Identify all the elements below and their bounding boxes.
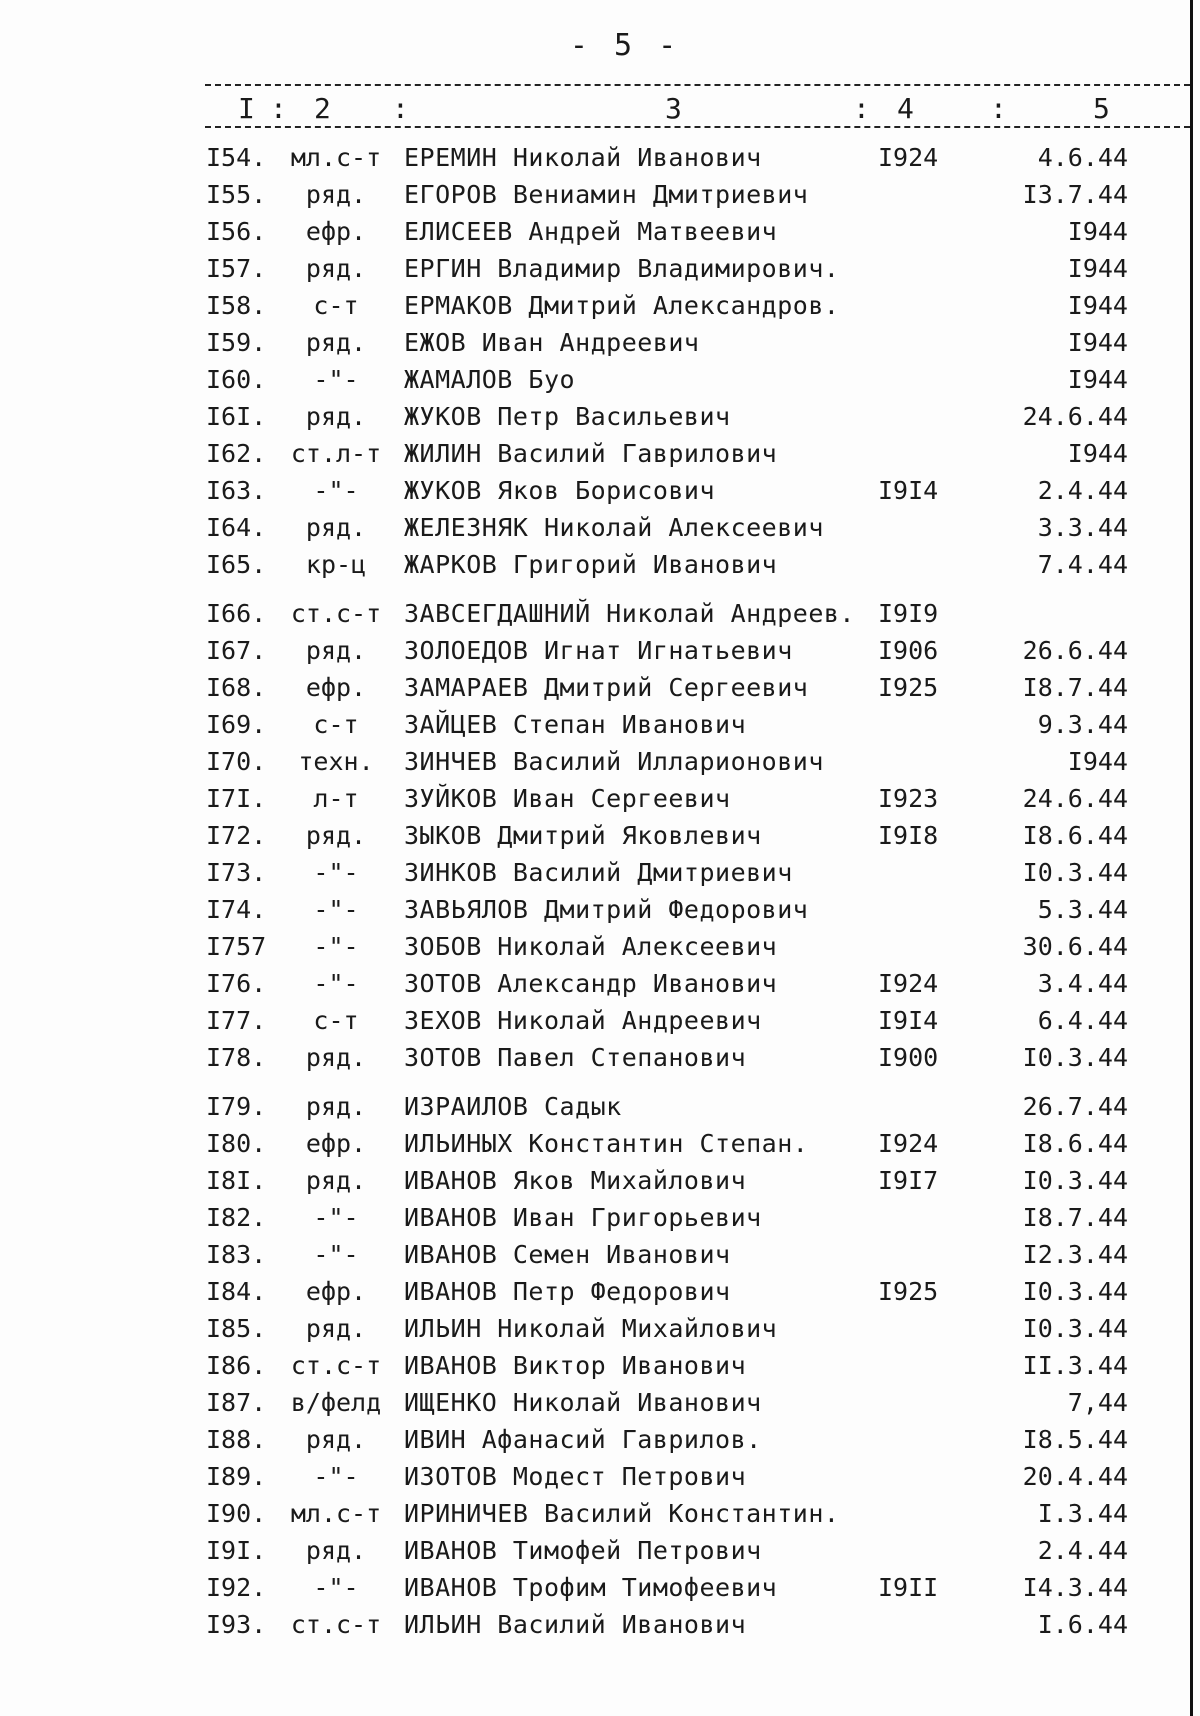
record-number: I8I.: [206, 1166, 267, 1195]
record-date: I8.6.44: [1022, 1129, 1128, 1158]
table-row: [0, 325, 1190, 361]
record-name: ИВАНОВ Семен Иванович: [404, 1240, 731, 1269]
record-name: ЖИЛИН Василий Гаврилович: [404, 439, 778, 468]
table-row: [0, 362, 1190, 398]
record-number: I67.: [206, 636, 267, 665]
column-header-5: 5: [1093, 92, 1110, 125]
record-birth-year: I900: [878, 1043, 939, 1072]
table-row: [0, 1200, 1190, 1236]
table-row: [0, 251, 1190, 287]
table-row: [0, 744, 1190, 780]
table-row: [0, 1348, 1190, 1384]
record-number: I73.: [206, 858, 267, 887]
record-rank: с-т: [313, 710, 359, 739]
record-rank: -"-: [313, 476, 359, 505]
table-row: [0, 1385, 1190, 1421]
record-number: I78.: [206, 1043, 267, 1072]
record-date: I8.6.44: [1022, 821, 1128, 850]
record-date: I2.3.44: [1022, 1240, 1128, 1269]
record-date: 26.6.44: [1022, 636, 1128, 665]
record-number: I86.: [206, 1351, 267, 1380]
record-rank: ряд.: [305, 402, 367, 431]
table-row: [0, 1459, 1190, 1495]
table-row: [0, 855, 1190, 891]
record-rank: техн.: [298, 747, 374, 776]
record-date: 9.3.44: [1037, 710, 1128, 739]
record-name: ЕРЕМИН Николай Иванович: [404, 143, 762, 172]
record-name: ЕРГИН Владимир Владимирович.: [404, 254, 840, 283]
record-name: ИЛЬИН Николай Михайлович: [404, 1314, 778, 1343]
record-date: 24.6.44: [1022, 784, 1128, 813]
record-number: I58.: [206, 291, 267, 320]
table-row: [0, 436, 1190, 472]
column-separator: :: [990, 92, 1007, 125]
record-birth-year: I925: [878, 1277, 939, 1306]
record-number: I63.: [206, 476, 267, 505]
record-number: I77.: [206, 1006, 267, 1035]
record-number: I90.: [206, 1499, 267, 1528]
record-date: I944: [1067, 328, 1128, 357]
record-number: I92.: [206, 1573, 267, 1602]
record-date: I8.7.44: [1022, 673, 1128, 702]
record-birth-year: I9I8: [878, 821, 939, 850]
record-rank: ефр.: [305, 673, 367, 702]
record-rank: ряд.: [305, 513, 367, 542]
record-rank: ряд.: [305, 1314, 367, 1343]
record-name: ЗИНЧЕВ Василий Илларионович: [404, 747, 824, 776]
record-birth-year: I9II: [878, 1573, 939, 1602]
page-right-border: [1190, 0, 1193, 1716]
record-number: I87.: [206, 1388, 267, 1417]
record-number: I60.: [206, 365, 267, 394]
header-top-dashed-rule: [205, 84, 1190, 86]
record-date: I944: [1067, 254, 1128, 283]
column-separator: :: [853, 92, 870, 125]
record-name: ЗЫКОВ Дмитрий Яковлевич: [404, 821, 762, 850]
record-rank: -"-: [313, 932, 359, 961]
record-date: I.3.44: [1037, 1499, 1128, 1528]
record-birth-year: I923: [878, 784, 939, 813]
record-rank: ряд.: [305, 328, 367, 357]
column-header-4: 4: [897, 92, 914, 125]
record-name: ИВАНОВ Иван Григорьевич: [404, 1203, 762, 1232]
record-date: I0.3.44: [1022, 858, 1128, 887]
record-rank: ряд.: [305, 636, 367, 665]
record-date: 20.4.44: [1022, 1462, 1128, 1491]
record-number: I57.: [206, 254, 267, 283]
record-rank: -"-: [313, 1240, 359, 1269]
record-name: ИЛЬИН Василий Иванович: [404, 1610, 747, 1639]
record-name: ЕЖОВ Иван Андреевич: [404, 328, 700, 357]
record-date: 24.6.44: [1022, 402, 1128, 431]
record-date: I944: [1067, 439, 1128, 468]
table-row: [0, 1311, 1190, 1347]
record-date: I4.3.44: [1022, 1573, 1128, 1602]
table-row: [0, 399, 1190, 435]
record-rank: -"-: [313, 1203, 359, 1232]
record-rank: л-т: [313, 784, 359, 813]
record-date: I8.5.44: [1022, 1425, 1128, 1454]
record-number: I82.: [206, 1203, 267, 1232]
record-date: 7.4.44: [1037, 550, 1128, 579]
record-number: I55.: [206, 180, 267, 209]
record-number: I757: [206, 932, 267, 961]
table-row: [0, 1496, 1190, 1532]
table-row: [0, 966, 1190, 1002]
record-number: I69.: [206, 710, 267, 739]
record-date: I944: [1067, 747, 1128, 776]
record-number: I88.: [206, 1425, 267, 1454]
record-rank: -"-: [313, 969, 359, 998]
record-birth-year: I924: [878, 969, 939, 998]
record-name: ЗИНКОВ Василий Дмитриевич: [404, 858, 793, 887]
table-row: [0, 1126, 1190, 1162]
record-birth-year: I906: [878, 636, 939, 665]
record-rank: ряд.: [305, 254, 367, 283]
record-number: I80.: [206, 1129, 267, 1158]
record-rank: ефр.: [305, 217, 367, 246]
column-header-2: 2: [314, 92, 331, 125]
record-name: ЗОБОВ Николай Алексеевич: [404, 932, 778, 961]
record-name: ЗОТОВ Александр Иванович: [404, 969, 778, 998]
record-rank: ряд.: [305, 1425, 367, 1454]
table-row: [0, 1163, 1190, 1199]
record-rank: мл.с-т: [290, 143, 382, 172]
record-date: I.6.44: [1037, 1610, 1128, 1639]
record-name: ИВАНОВ Виктор Иванович: [404, 1351, 747, 1380]
record-rank: ряд.: [305, 1043, 367, 1072]
page-number: - 5 -: [569, 28, 681, 63]
table-row: [0, 781, 1190, 817]
record-name: ИЗОТОВ Модест Петрович: [404, 1462, 747, 1491]
table-row: [0, 1533, 1190, 1569]
table-row: [0, 818, 1190, 854]
record-date: 7,44: [1067, 1388, 1128, 1417]
record-number: I65.: [206, 550, 267, 579]
record-date: 5.3.44: [1037, 895, 1128, 924]
record-name: ЗАВСЕГДАШНИЙ Николай Андреев.: [404, 599, 855, 628]
record-number: I93.: [206, 1610, 267, 1639]
record-date: I3.7.44: [1022, 180, 1128, 209]
table-row: [0, 929, 1190, 965]
record-number: I72.: [206, 821, 267, 850]
record-date: 4.6.44: [1037, 143, 1128, 172]
record-name: ЖАМАЛОВ Буо: [404, 365, 576, 394]
record-rank: ряд.: [305, 821, 367, 850]
record-rank: ефр.: [305, 1129, 367, 1158]
record-date: I0.3.44: [1022, 1166, 1128, 1195]
record-number: I54.: [206, 143, 267, 172]
record-birth-year: I9I7: [878, 1166, 939, 1195]
record-rank: ряд.: [305, 1166, 367, 1195]
record-number: I85.: [206, 1314, 267, 1343]
record-name: ИВАНОВ Петр Федорович: [404, 1277, 731, 1306]
table-row: [0, 177, 1190, 213]
record-rank: в/фелд: [290, 1388, 382, 1417]
record-number: I7I.: [206, 784, 267, 813]
record-rank: ряд.: [305, 180, 367, 209]
record-date: I944: [1067, 291, 1128, 320]
record-date: 6.4.44: [1037, 1006, 1128, 1035]
column-header-3: 3: [665, 92, 682, 125]
record-birth-year: I924: [878, 1129, 939, 1158]
table-row: [0, 473, 1190, 509]
record-birth-year: I9I4: [878, 476, 939, 505]
record-name: ЗУЙКОВ Иван Сергеевич: [404, 784, 731, 813]
record-rank: -"-: [313, 1573, 359, 1602]
column-separator: :: [270, 92, 287, 125]
record-number: I68.: [206, 673, 267, 702]
record-rank: с-т: [313, 1006, 359, 1035]
record-number: I83.: [206, 1240, 267, 1269]
record-name: ИВИН Афанасий Гаврилов.: [404, 1425, 762, 1454]
record-name: ЖЕЛЕЗНЯК Николай Алексеевич: [404, 513, 824, 542]
record-rank: -"-: [313, 895, 359, 924]
record-number: I76.: [206, 969, 267, 998]
table-row: [0, 1570, 1190, 1606]
record-name: ЗОТОВ Павел Степанович: [404, 1043, 747, 1072]
table-row: [0, 1040, 1190, 1076]
record-rank: мл.с-т: [290, 1499, 382, 1528]
table-row: [0, 1422, 1190, 1458]
record-name: ИЗРАИЛОВ Садык: [404, 1092, 622, 1121]
table-row: [0, 214, 1190, 250]
record-name: ЖУКОВ Яков Борисович: [404, 476, 716, 505]
record-date: 2.4.44: [1037, 476, 1128, 505]
record-date: I0.3.44: [1022, 1043, 1128, 1072]
column-separator: :: [392, 92, 409, 125]
table-row: [0, 1607, 1190, 1643]
record-rank: кр-ц: [305, 550, 367, 579]
record-date: 26.7.44: [1022, 1092, 1128, 1121]
record-date: I8.7.44: [1022, 1203, 1128, 1232]
record-name: ИВАНОВ Тимофей Петрович: [404, 1536, 762, 1565]
record-rank: ефр.: [305, 1277, 367, 1306]
record-rank: ряд.: [305, 1536, 367, 1565]
record-number: I84.: [206, 1277, 267, 1306]
record-name: ЕРМАКОВ Дмитрий Александров.: [404, 291, 840, 320]
table-row: [0, 670, 1190, 706]
record-rank: ст.с-т: [290, 599, 382, 628]
record-number: I89.: [206, 1462, 267, 1491]
record-rank: -"-: [313, 1462, 359, 1491]
record-birth-year: I924: [878, 143, 939, 172]
record-rank: с-т: [313, 291, 359, 320]
record-number: I56.: [206, 217, 267, 246]
table-row: [0, 1089, 1190, 1125]
record-date: 3.3.44: [1037, 513, 1128, 542]
record-rank: ст.с-т: [290, 1351, 382, 1380]
record-birth-year: I925: [878, 673, 939, 702]
table-row: [0, 1003, 1190, 1039]
record-number: I74.: [206, 895, 267, 924]
table-row: [0, 547, 1190, 583]
table-row: [0, 140, 1190, 176]
record-number: I70.: [206, 747, 267, 776]
record-number: I66.: [206, 599, 267, 628]
table-row: [0, 1274, 1190, 1310]
table-row: [0, 707, 1190, 743]
record-name: ЕЛИСЕЕВ Андрей Матвеевич: [404, 217, 778, 246]
record-date: 3.4.44: [1037, 969, 1128, 998]
record-name: ЗАВЬЯЛОВ Дмитрий Федорович: [404, 895, 809, 924]
record-name: ЗАЙЦЕВ Степан Иванович: [404, 710, 747, 739]
record-number: I9I.: [206, 1536, 267, 1565]
record-name: ИРИНИЧЕВ Василий Константин.: [404, 1499, 840, 1528]
record-name: ИЛЬИНЫХ Константин Степан.: [404, 1129, 809, 1158]
record-name: ИВАНОВ Трофим Тимофеевич: [404, 1573, 778, 1602]
record-name: ЖУКОВ Петр Васильевич: [404, 402, 731, 431]
record-date: 30.6.44: [1022, 932, 1128, 961]
record-birth-year: I9I4: [878, 1006, 939, 1035]
record-number: I64.: [206, 513, 267, 542]
record-date: 2.4.44: [1037, 1536, 1128, 1565]
record-name: ЗОЛОЕДОВ Игнат Игнатьевич: [404, 636, 793, 665]
record-name: ИЩЕНКО Николай Иванович: [404, 1388, 762, 1417]
table-row: [0, 596, 1190, 632]
table-row: [0, 510, 1190, 546]
record-number: I62.: [206, 439, 267, 468]
table-row: [0, 288, 1190, 324]
record-number: I59.: [206, 328, 267, 357]
record-date: I0.3.44: [1022, 1314, 1128, 1343]
record-number: I79.: [206, 1092, 267, 1121]
record-birth-year: I9I9: [878, 599, 939, 628]
record-rank: ст.с-т: [290, 1610, 382, 1639]
record-number: I6I.: [206, 402, 267, 431]
table-row: [0, 633, 1190, 669]
table-row: [0, 1237, 1190, 1273]
header-bottom-dashed-rule: [205, 126, 1190, 128]
record-name: ЖАРКОВ Григорий Иванович: [404, 550, 778, 579]
record-name: ИВАНОВ Яков Михайлович: [404, 1166, 747, 1195]
record-rank: ряд.: [305, 1092, 367, 1121]
table-row: [0, 892, 1190, 928]
record-rank: -"-: [313, 365, 359, 394]
record-date: I944: [1067, 365, 1128, 394]
record-rank: ст.л-т: [290, 439, 382, 468]
record-date: I0.3.44: [1022, 1277, 1128, 1306]
record-name: ЗАМАРАЕВ Дмитрий Сергеевич: [404, 673, 809, 702]
record-date: II.3.44: [1022, 1351, 1128, 1380]
record-name: ЕГОРОВ Вениамин Дмитриевич: [404, 180, 809, 209]
record-date: I944: [1067, 217, 1128, 246]
record-name: ЗЕХОВ Николай Андреевич: [404, 1006, 762, 1035]
column-header-1: I: [238, 92, 255, 125]
record-rank: -"-: [313, 858, 359, 887]
